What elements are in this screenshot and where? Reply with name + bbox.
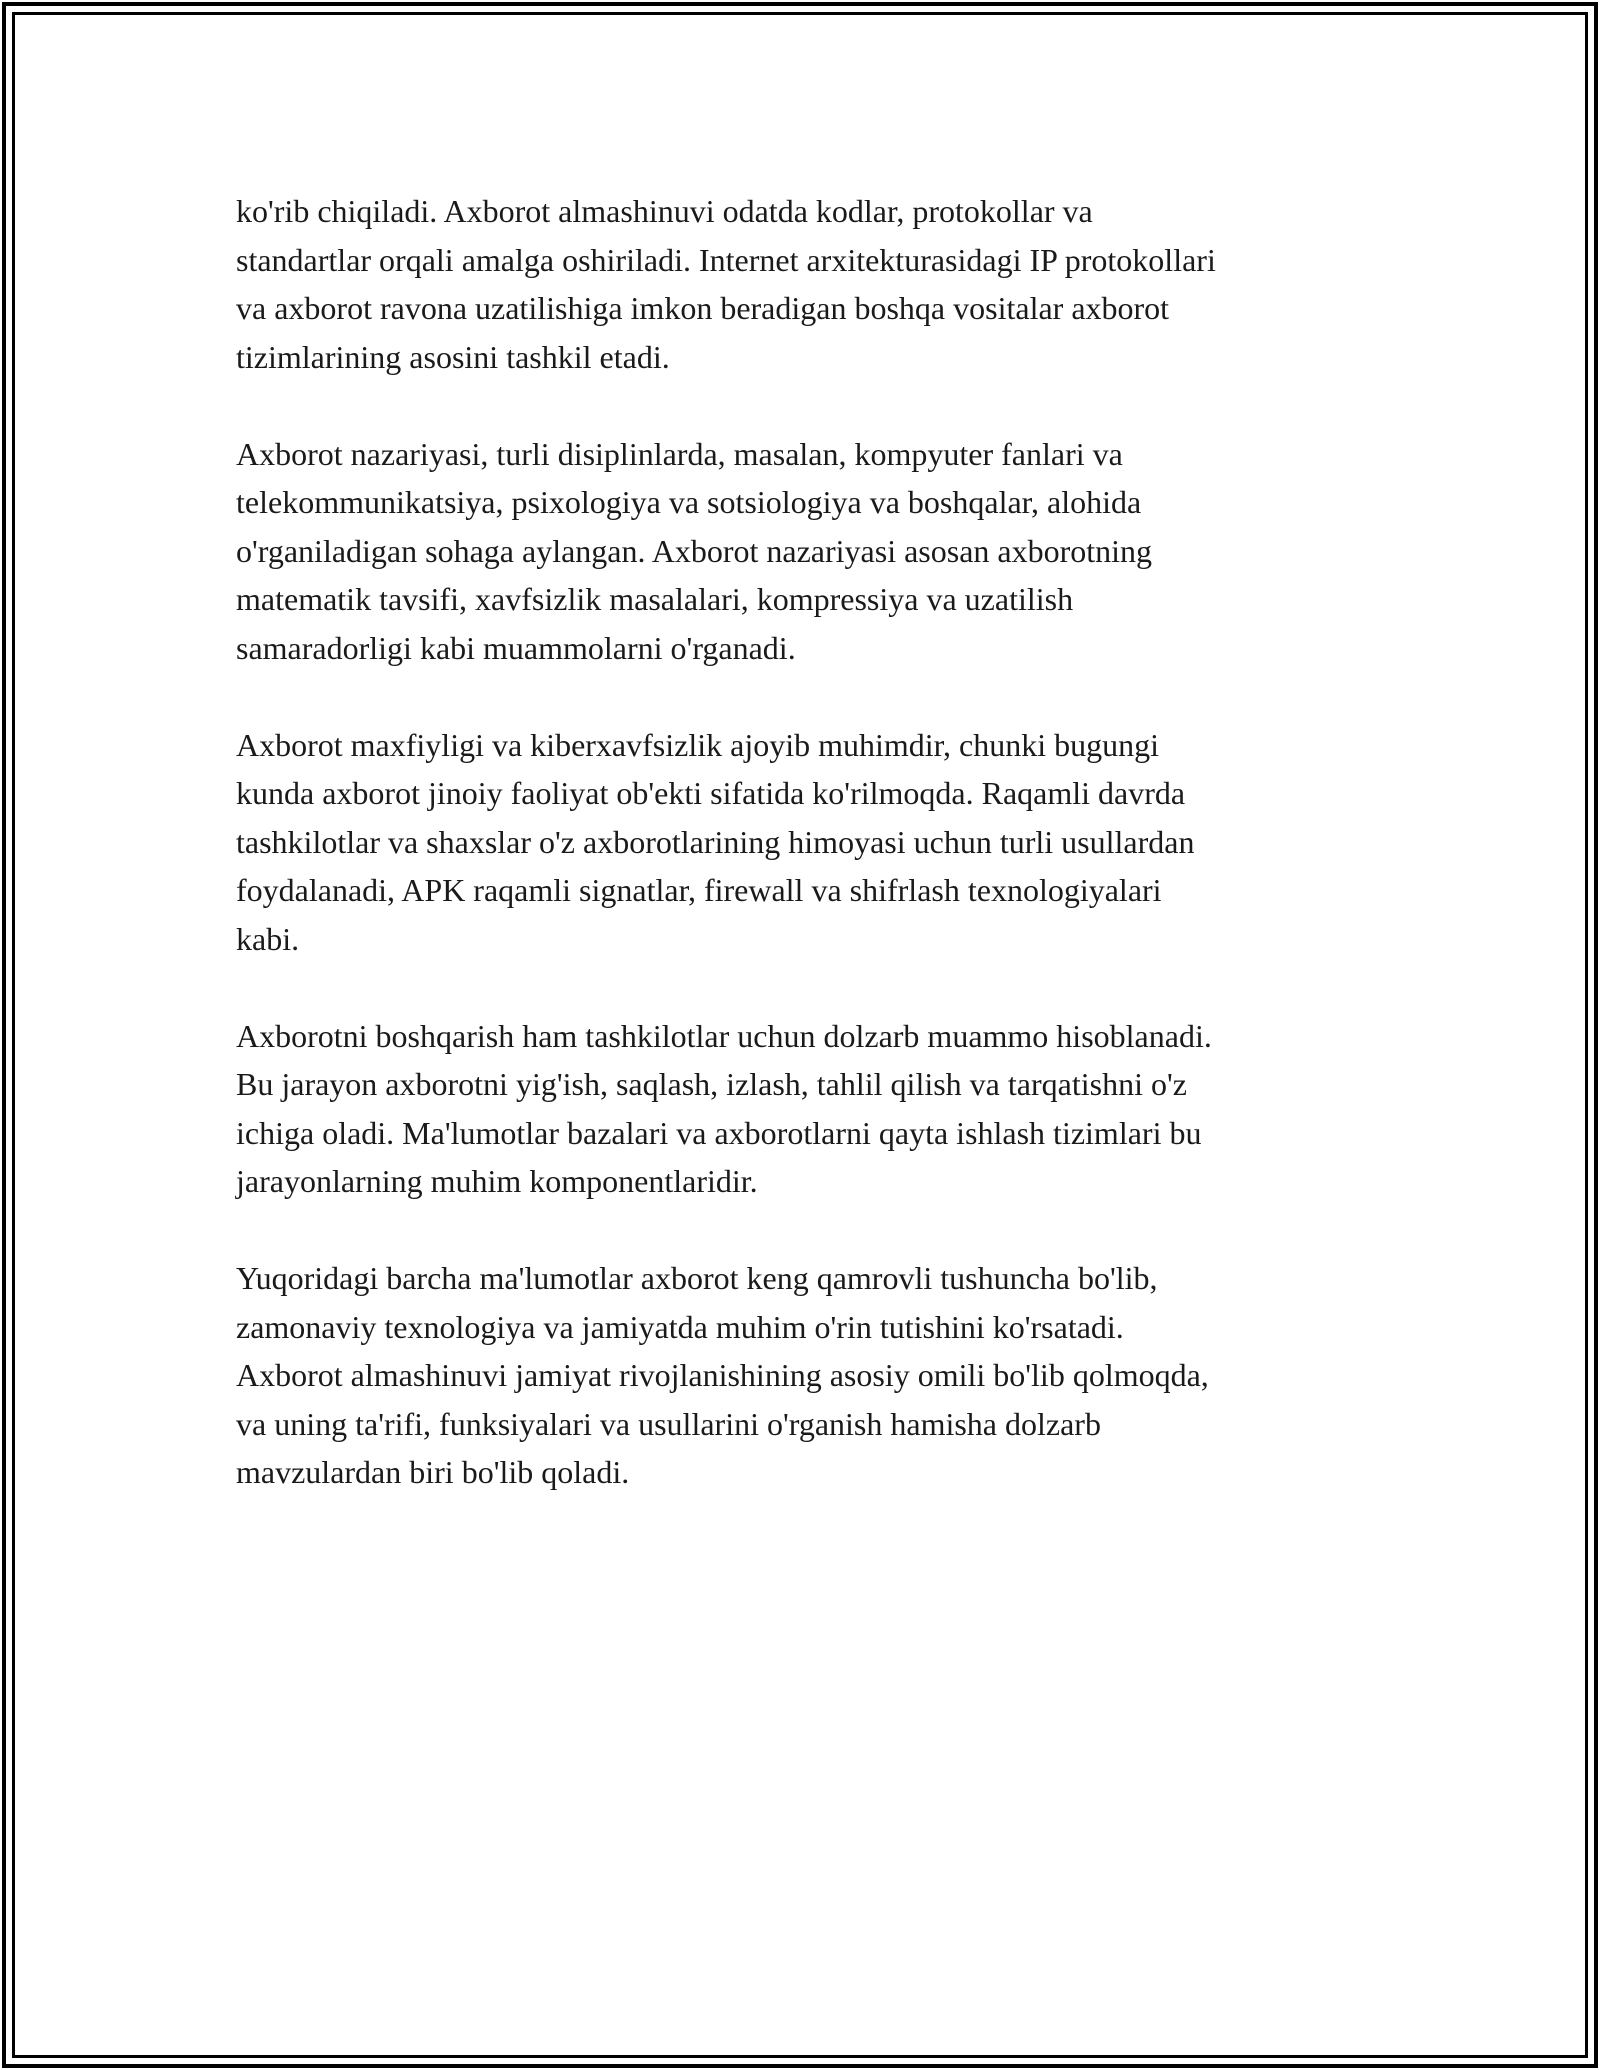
paragraph (236, 187, 1386, 381)
paragraph (236, 1012, 1386, 1206)
text-line: Yuqoridagi barcha ma'lumotlar axborot keng qamrovli tushuncha bo'lib, (236, 1260, 1158, 1296)
text-line: Axborot almashinuvi jamiyat rivojlanishining asosiy omili bo'lib qolmoqda, (236, 1357, 1209, 1393)
text-line: standartlar orqali amalga oshiriladi. Internet arxitekturasidagi IP protokollari (236, 241, 1216, 278)
text-line: kabi. (236, 920, 300, 957)
text-line: foydalanadi, APK raqamli signatlar, firewall va shifrlash texnologiyalari (236, 872, 1162, 908)
text-line: Axborotni boshqarish ham tashkilotlar uchun dolzarb muammo hisoblanadi. (236, 1017, 1212, 1054)
text-line: Bu jarayon axborotni yig'ish, saqlash, izlash, tahlil qilish va tarqatishni o'z (236, 1066, 1187, 1102)
text-line: telekommunikatsiya, psixologiya va sotsiologiya va boshqalar, alohida (236, 484, 1142, 520)
text-line: ko'rib chiqiladi. Axborot almashinuvi odatda kodlar, protokollar va (236, 193, 1093, 229)
text-line: Axborot nazariyasi, turli disiplinlarda, masalan, kompyuter fanlari va (236, 435, 1123, 472)
text-line: Axborot maxfiyligi va kiberxavfsizlik ajoyib muhimdir, chunki bugungi (236, 726, 1160, 763)
paragraph (236, 721, 1386, 964)
document-body (236, 187, 1386, 1497)
text-line: samaradorligi kabi muammolarni o'rganadi. (236, 629, 796, 666)
text-line: matematik tavsifi, xavfsizlik masalalari, kompressiya va uzatilish (236, 581, 1074, 617)
text-line: va axborot ravona uzatilishiga imkon beradigan boshqa vositalar axborot (236, 290, 1170, 326)
paragraph (236, 1254, 1386, 1497)
text-line: va uning ta'rifi, funksiyalari va usullarini o'rganish hamisha dolzarb (236, 1405, 1101, 1442)
text-line: tizimlarining asosini tashkil etadi. (236, 338, 670, 375)
text-line: mavzulardan biri bo'lib qoladi. (236, 1454, 630, 1490)
text-line: tashkilotlar va shaxslar o'z axborotlarining himoyasi uchun turli usullardan (236, 823, 1195, 860)
text-line: kunda axborot jinoiy faoliyat ob'ekti sifatida ko'rilmoqda. Raqamli davrda (236, 775, 1186, 811)
text-line: zamonaviy texnologiya va jamiyatda muhim o'rin tutishini ko'rsatadi. (236, 1308, 1124, 1345)
text-line: o'rganiladigan sohaga aylangan. Axborot nazariyasi asosan axborotning (236, 532, 1153, 569)
text-line: jarayonlarning muhim komponentlaridir. (236, 1163, 758, 1199)
text-line: ichiga oladi. Ma'lumotlar bazalari va axborotlarni qayta ishlash tizimlari bu (236, 1114, 1202, 1151)
paragraph (236, 430, 1386, 673)
